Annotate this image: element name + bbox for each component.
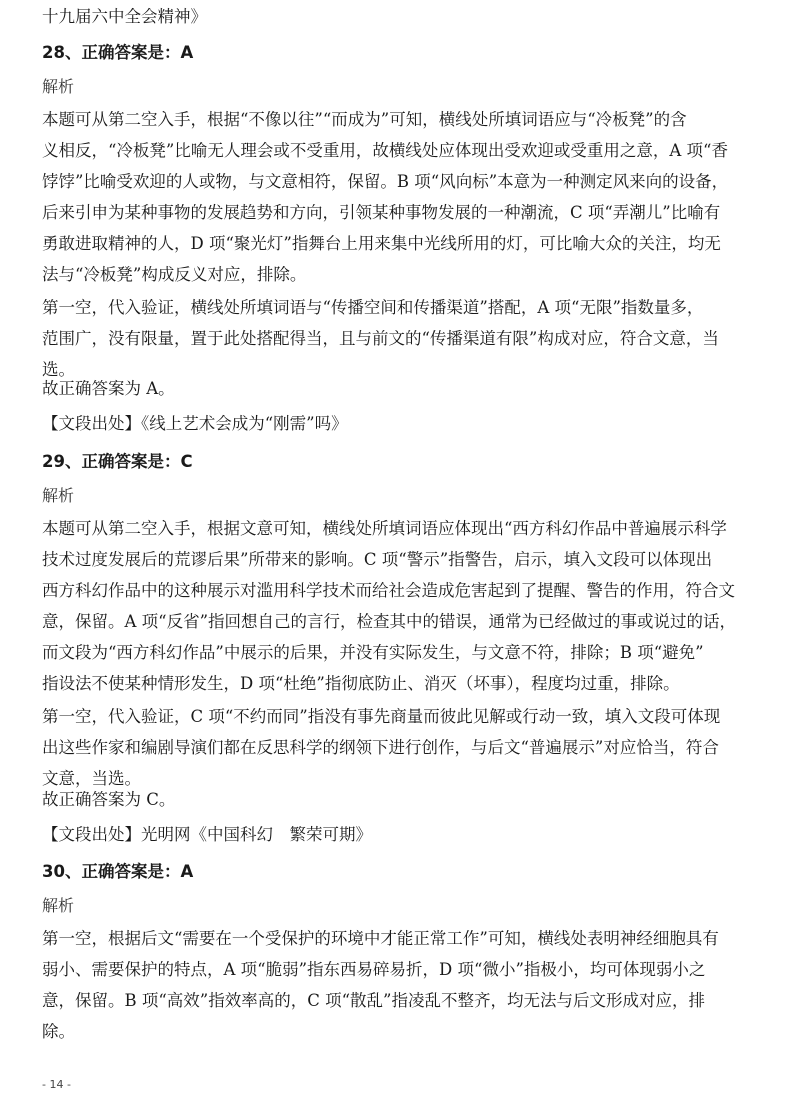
analysis-paragraph-28-1	[42, 104, 762, 290]
text-line: 选。	[42, 360, 75, 379]
text-line: 本题可从第二空入手，根据文意可知，横线处所填词语应体现出“西方科幻作品中普遍展示科学	[42, 519, 727, 538]
analysis-paragraph-28-2	[42, 292, 762, 385]
text-line: 第一空，代入验证，C 项“不约而同”指没有事先商量而彼此见解或行动一致，填入文段可体现	[42, 707, 721, 726]
analysis-paragraph-29-2	[42, 701, 762, 794]
source-28: 【文段出处】《线上艺术会成为“刚需”吗》	[42, 414, 348, 433]
page-number: - 14 -	[42, 1078, 71, 1091]
previous-source-fragment: 十九届六中全会精神》	[42, 7, 207, 26]
analysis-label-29: 解析	[42, 486, 75, 505]
answer-heading-30: 30、正确答案是：A	[42, 862, 194, 881]
text-line: 西方科幻作品中的这种展示对滥用科学技术而给社会造成危害起到了提醒、警告的作用，符合文	[42, 581, 735, 600]
text-line: 第一空，代入验证，横线处所填词语与“传播空间和传播渠道”搭配，A 项“无限”指数量多，	[42, 298, 704, 317]
analysis-label-28: 解析	[42, 77, 75, 96]
text-line: 意，保留。B 项“高效”指效率高的，C 项“散乱”指凌乱不整齐，均无法与后文形成对应，排	[42, 991, 705, 1010]
text-line: 技术过度发展后的荒谬后果”所带来的影响。C 项“警示”指警告，启示，填入文段可以体现出	[42, 550, 713, 569]
text-line: 出这些作家和编剧导演们都在反思科学的纲领下进行创作，与后文“普遍展示”对应恰当，符合	[42, 738, 719, 757]
text-line: 法与“冷板凳”构成反义对应，排除。	[42, 265, 307, 284]
text-line: 范围广，没有限量，置于此处搭配得当，且与前文的“传播渠道有限”构成对应，符合文意，当	[42, 329, 719, 348]
answer-heading-29: 29、正确答案是：C	[42, 452, 193, 471]
analysis-label-30: 解析	[42, 896, 75, 915]
text-line: 勇敢进取精神的人，D 项“聚光灯”指舞台上用来集中光线所用的灯，可比喻大众的关注，均无	[42, 234, 721, 253]
text-line: 饽饽”比喻受欢迎的人或物，与文意相符，保留。B 项“风向标”本意为一种测定风来向的设备，	[42, 172, 729, 191]
text-line: 第一空，根据后文“需要在一个受保护的环境中才能正常工作”可知，横线处表明神经细胞具有	[42, 929, 719, 948]
text-line: 弱小、需要保护的特点，A 项“脆弱”指东西易碎易折，D 项“微小”指极小，均可体现弱小之	[42, 960, 706, 979]
text-line: 义相反，“冷板凳”比喻无人理会或不受重用，故横线处应体现出受欢迎或受重用之意，A 项“香	[42, 141, 728, 160]
text-line: 后来引申为某种事物的发展趋势和方向，引领某种事物发展的一种潮流，C 项“弄潮儿”比喻有	[42, 203, 721, 222]
text-line: 本题可从第二空入手，根据“不像以往”“而成为”可知，横线处所填词语应与“冷板凳”的含	[42, 110, 687, 129]
analysis-paragraph-29-1	[42, 513, 762, 699]
analysis-paragraph-30-1	[42, 923, 762, 1047]
text-line: 文意，当选。	[42, 769, 141, 788]
text-line: 意，保留。A 项“反省”指回想自己的言行，检查其中的错误，通常为已经做过的事或说过的话，	[42, 612, 737, 631]
text-line: 而文段为“西方科幻作品”中展示的后果，并没有实际发生，与文意不符，排除；B 项“避免”	[42, 643, 704, 662]
text-line: 除。	[42, 1022, 75, 1041]
conclusion-28: 故正确答案为 A。	[42, 379, 175, 398]
conclusion-29: 故正确答案为 C。	[42, 790, 176, 809]
source-29: 【文段出处】光明网《中国科幻 繁荣可期》	[42, 825, 372, 844]
answer-heading-28: 28、正确答案是：A	[42, 43, 194, 62]
text-line: 指设法不使某种情形发生，D 项“杜绝”指彻底防止、消灭（坏事），程度均过重，排除。	[42, 674, 680, 693]
